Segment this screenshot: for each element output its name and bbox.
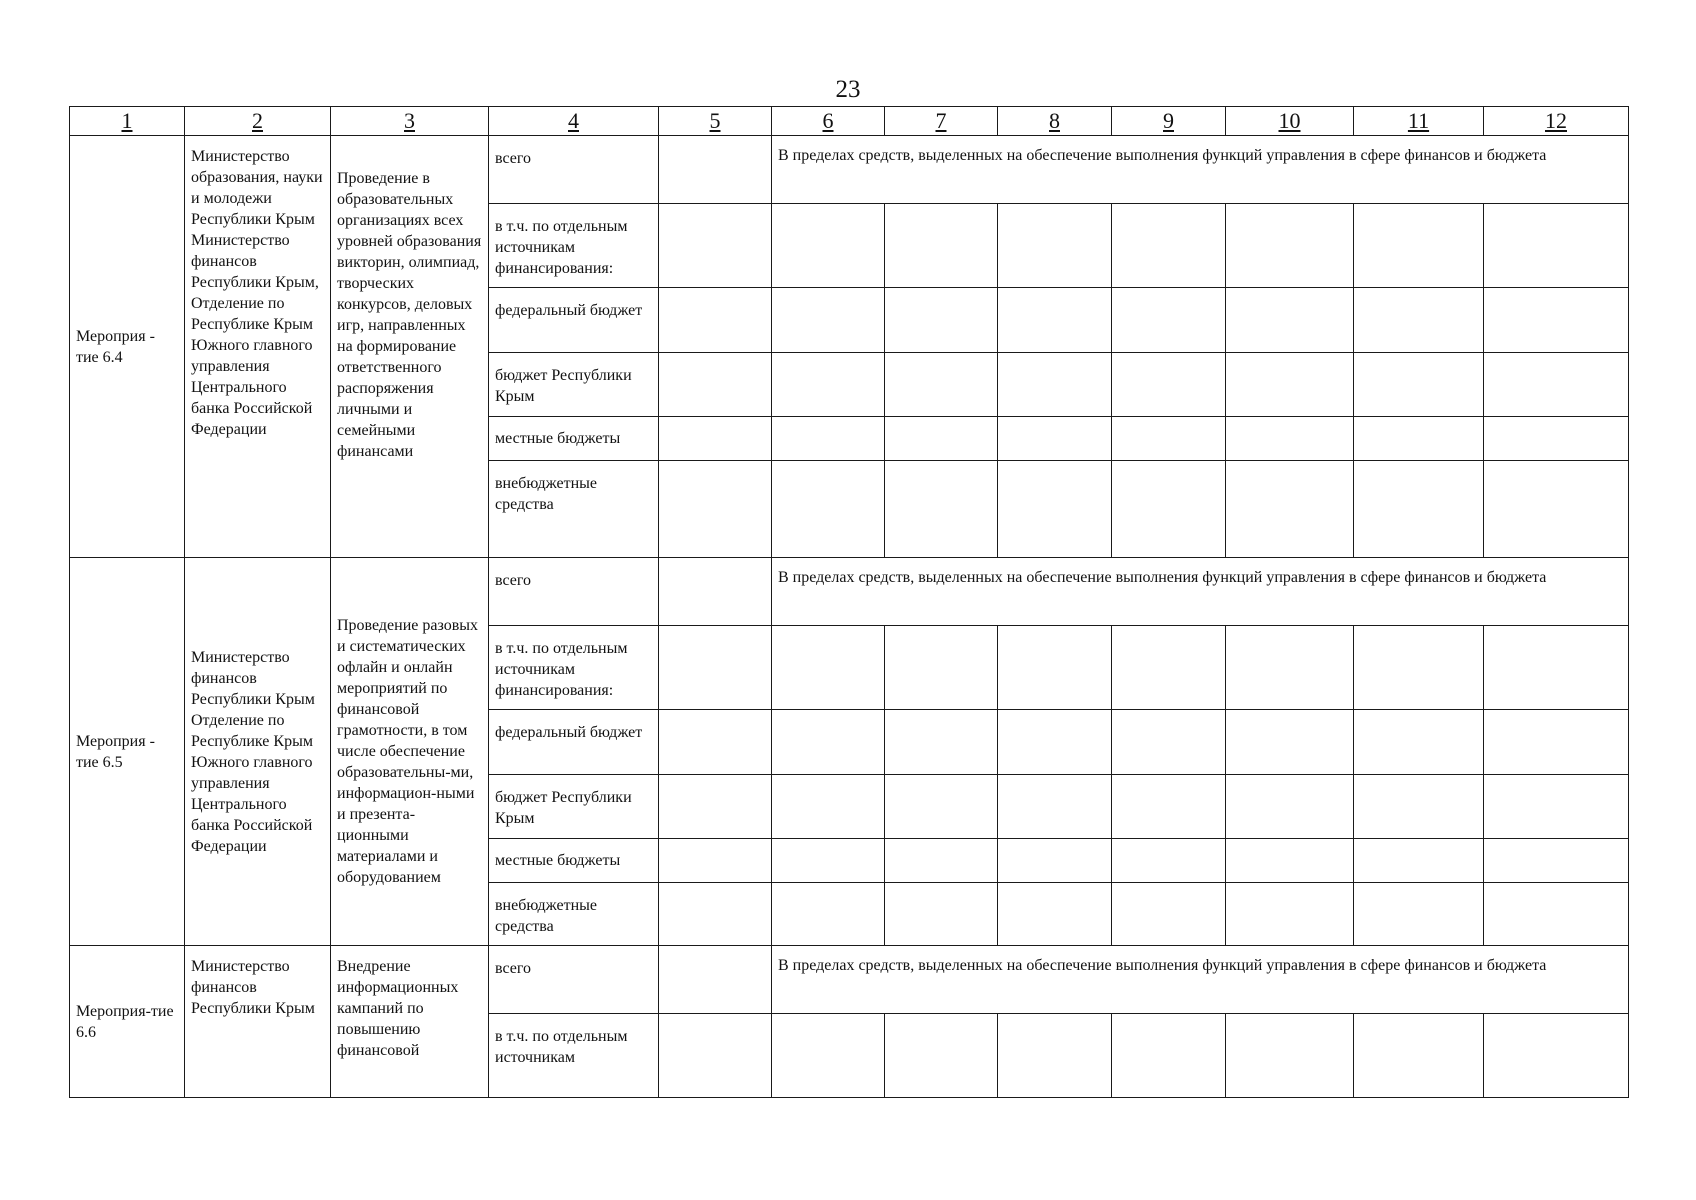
- column-header: 5: [659, 107, 772, 136]
- empty-cell: [1484, 710, 1629, 775]
- empty-cell: [1112, 839, 1226, 883]
- empty-cell: [659, 710, 772, 775]
- column-header: 2: [185, 107, 331, 136]
- empty-cell: [1484, 288, 1629, 353]
- funding-note: В пределах средств, выделенных на обеспечение выполнения функций управления в сфере финансов и бюджета: [772, 136, 1629, 204]
- empty-cell: [659, 136, 772, 204]
- source-total: всего: [489, 136, 659, 204]
- empty-cell: [885, 417, 998, 461]
- empty-cell: [885, 353, 998, 417]
- source-total: всего: [489, 946, 659, 1014]
- empty-cell: [1112, 626, 1226, 710]
- empty-cell: [998, 883, 1112, 946]
- funding-note: В пределах средств, выделенных на обеспечение выполнения функций управления в сфере финансов и бюджета: [772, 946, 1629, 1014]
- funding-note: В пределах средств, выделенных на обеспечение выполнения функций управления в сфере финансов и бюджета: [772, 558, 1629, 626]
- empty-cell: [885, 775, 998, 839]
- column-header: 6: [772, 107, 885, 136]
- empty-cell: [1112, 775, 1226, 839]
- empty-cell: [1484, 626, 1629, 710]
- empty-cell: [1354, 883, 1484, 946]
- empty-cell: [885, 204, 998, 288]
- empty-cell: [659, 775, 772, 839]
- source-by-source-partial: в т.ч. по отдельным источникам: [489, 1014, 659, 1098]
- empty-cell: [1354, 417, 1484, 461]
- source-local: местные бюджеты: [489, 839, 659, 883]
- empty-cell: [1112, 883, 1226, 946]
- source-republic: бюджет Республики Крым: [489, 353, 659, 417]
- column-header: 8: [998, 107, 1112, 136]
- empty-cell: [1354, 839, 1484, 883]
- empty-cell: [772, 204, 885, 288]
- empty-cell: [659, 558, 772, 626]
- empty-cell: [659, 883, 772, 946]
- empty-cell: [998, 417, 1112, 461]
- source-total: всего: [489, 558, 659, 626]
- empty-cell: [1354, 288, 1484, 353]
- empty-cell: [1112, 417, 1226, 461]
- empty-cell: [1226, 626, 1354, 710]
- empty-cell: [885, 883, 998, 946]
- empty-cell: [998, 775, 1112, 839]
- empty-cell: [772, 710, 885, 775]
- empty-cell: [1354, 204, 1484, 288]
- empty-cell: [1112, 710, 1226, 775]
- empty-cell: [998, 288, 1112, 353]
- empty-cell: [1226, 461, 1354, 558]
- financing-table: [69, 106, 1629, 1098]
- source-extra: внебюджетные средства: [489, 461, 659, 558]
- empty-cell: [772, 288, 885, 353]
- empty-cell: [1112, 204, 1226, 288]
- event-name: Мероприя-тие 6.6: [70, 946, 185, 1098]
- event-executors: Министерство финансов Республики Крым Отделение по Республике Крым Южного главного управления Центрального банка Российской Федерации: [185, 558, 331, 946]
- event-executors: Министерство образования, науки и молодежи Республики Крым Министерство финансов Республики Крым, Отделение по Республике Крым Южного главного управления Центрального банка Российской Федерации: [185, 136, 331, 558]
- event-description: Проведение разовых и систематических офлайн и онлайн мероприятий по финансовой грамотности, в том числе обеспечение образовательны-ми, информацион-ными и презента-ционными материалами и оборудованием: [331, 558, 489, 946]
- column-header-row: [70, 107, 1629, 136]
- empty-cell: [998, 353, 1112, 417]
- empty-cell: [1484, 839, 1629, 883]
- empty-cell: [659, 1014, 772, 1098]
- column-header: 7: [885, 107, 998, 136]
- empty-cell: [772, 883, 885, 946]
- event-name: Мероприя - тие 6.4: [70, 136, 185, 558]
- event-description: Проведение в образовательных организациях всех уровней образования викторин, олимпиад, творческих конкурсов, деловых игр, направленных на формирование ответственного распоряжения личными и семейными финансами: [331, 136, 489, 558]
- empty-cell: [885, 710, 998, 775]
- empty-cell: [1354, 461, 1484, 558]
- empty-cell: [659, 204, 772, 288]
- empty-cell: [885, 839, 998, 883]
- empty-cell: [1112, 461, 1226, 558]
- empty-cell: [1112, 1014, 1226, 1098]
- column-header: 10: [1226, 107, 1354, 136]
- empty-cell: [1354, 1014, 1484, 1098]
- empty-cell: [1354, 353, 1484, 417]
- empty-cell: [885, 461, 998, 558]
- empty-cell: [1354, 626, 1484, 710]
- empty-cell: [1226, 775, 1354, 839]
- column-header: 3: [331, 107, 489, 136]
- empty-cell: [998, 1014, 1112, 1098]
- empty-cell: [1354, 710, 1484, 775]
- empty-cell: [1226, 710, 1354, 775]
- empty-cell: [659, 461, 772, 558]
- source-federal: федеральный бюджет: [489, 710, 659, 775]
- empty-cell: [1484, 204, 1629, 288]
- empty-cell: [1354, 775, 1484, 839]
- source-federal: федеральный бюджет: [489, 288, 659, 353]
- empty-cell: [1112, 288, 1226, 353]
- empty-cell: [1226, 839, 1354, 883]
- empty-cell: [1484, 1014, 1629, 1098]
- empty-cell: [659, 946, 772, 1014]
- empty-cell: [772, 417, 885, 461]
- empty-cell: [1226, 288, 1354, 353]
- table-row: [70, 558, 1629, 626]
- empty-cell: [1226, 883, 1354, 946]
- empty-cell: [659, 417, 772, 461]
- column-header: 1: [70, 107, 185, 136]
- empty-cell: [998, 461, 1112, 558]
- empty-cell: [998, 204, 1112, 288]
- empty-cell: [659, 626, 772, 710]
- page-number: 23: [835, 76, 861, 103]
- empty-cell: [659, 288, 772, 353]
- empty-cell: [772, 775, 885, 839]
- empty-cell: [772, 626, 885, 710]
- empty-cell: [1484, 461, 1629, 558]
- empty-cell: [1226, 1014, 1354, 1098]
- empty-cell: [659, 353, 772, 417]
- empty-cell: [998, 839, 1112, 883]
- column-header: 11: [1354, 107, 1484, 136]
- column-header: 12: [1484, 107, 1629, 136]
- empty-cell: [1484, 775, 1629, 839]
- empty-cell: [1484, 417, 1629, 461]
- event-executors: Министерство финансов Республики Крым: [185, 946, 331, 1098]
- event-description: Внедрение информационных кампаний по повышению финансовой: [331, 946, 489, 1098]
- empty-cell: [772, 1014, 885, 1098]
- source-republic: бюджет Республики Крым: [489, 775, 659, 839]
- empty-cell: [659, 839, 772, 883]
- empty-cell: [998, 626, 1112, 710]
- empty-cell: [885, 1014, 998, 1098]
- event-name: Мероприя - тие 6.5: [70, 558, 185, 946]
- empty-cell: [1226, 353, 1354, 417]
- empty-cell: [772, 461, 885, 558]
- empty-cell: [998, 710, 1112, 775]
- source-local: местные бюджеты: [489, 417, 659, 461]
- empty-cell: [1226, 417, 1354, 461]
- empty-cell: [1112, 353, 1226, 417]
- source-by-source: в т.ч. по отдельным источникам финансирования:: [489, 204, 659, 288]
- table-row: [70, 946, 1629, 1014]
- table-row: [70, 136, 1629, 204]
- empty-cell: [885, 288, 998, 353]
- column-header: 4: [489, 107, 659, 136]
- empty-cell: [1226, 204, 1354, 288]
- empty-cell: [885, 626, 998, 710]
- column-header: 9: [1112, 107, 1226, 136]
- empty-cell: [772, 353, 885, 417]
- source-extra: внебюджетные средства: [489, 883, 659, 946]
- empty-cell: [1484, 353, 1629, 417]
- empty-cell: [772, 839, 885, 883]
- empty-cell: [1484, 883, 1629, 946]
- source-by-source: в т.ч. по отдельным источникам финансирования:: [489, 626, 659, 710]
